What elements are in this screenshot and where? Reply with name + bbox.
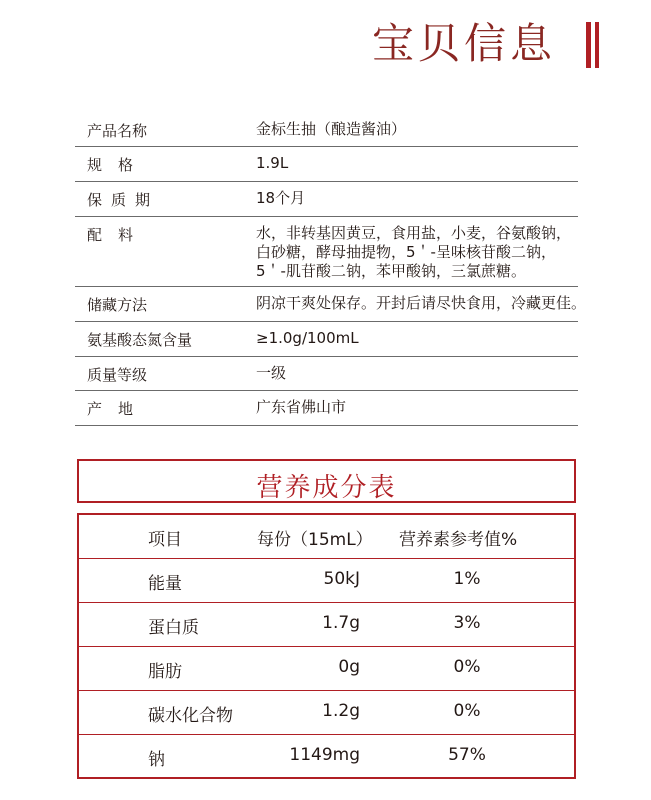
nutrient-amount: 0g xyxy=(338,657,360,677)
info-label: 产品名称 xyxy=(87,122,148,140)
nutrition-header-row xyxy=(79,515,574,559)
info-value: 广东省佛山市 xyxy=(256,398,347,416)
nutrient-name: 脂肪 xyxy=(148,662,182,682)
nutrient-nrv: 1% xyxy=(453,569,481,589)
nutrient-nrv: 0% xyxy=(453,657,481,677)
info-row-grade xyxy=(75,356,578,391)
info-value: 水，非转基因黄豆，食用盐，小麦，谷氨酸钠， 白砂糖，酵母抽提物，5＇-呈味核苷酸二钠， 5＇-肌苷酸二钠，苯甲酸钠，三氯蔗糖。 xyxy=(256,224,572,280)
info-row-amino-nitrogen xyxy=(75,321,578,357)
info-row-spec xyxy=(75,146,578,182)
nutrient-amount: 1.7g xyxy=(322,613,360,633)
nutrient-nrv: 3% xyxy=(453,613,481,633)
nutrition-row xyxy=(79,558,574,603)
nutrition-row xyxy=(79,646,574,691)
info-label: 储藏方法 xyxy=(87,296,148,314)
nutrient-nrv: 0% xyxy=(453,701,481,721)
info-label: 质量等级 xyxy=(87,366,148,384)
nutrition-row xyxy=(79,734,574,779)
info-row-ingredients xyxy=(75,216,578,287)
nutrition-row xyxy=(79,690,574,735)
info-value: 一级 xyxy=(256,364,287,382)
nutrition-row xyxy=(79,602,574,647)
nutrition-title-box xyxy=(77,459,576,503)
nutrient-name: 能量 xyxy=(148,574,182,594)
page-title: 宝贝信息 xyxy=(372,19,557,68)
info-label: 配料 xyxy=(87,226,150,244)
info-label: 保质期 xyxy=(87,191,160,209)
nutrient-name: 蛋白质 xyxy=(148,618,199,638)
info-label: 氨基酸态氮含量 xyxy=(87,331,193,349)
info-value: 18个月 xyxy=(256,189,306,207)
nutrition-table xyxy=(77,513,576,779)
info-row-shelf-life xyxy=(75,181,578,217)
info-value: ≥1.0g/100mL xyxy=(256,329,359,347)
nutrient-name: 钠 xyxy=(148,750,165,770)
nutrient-nrv: 57% xyxy=(448,745,486,765)
col-per-serving-header: 每份（15mL） xyxy=(257,530,373,550)
info-value: 阴凉干爽处保存。开封后请尽快食用，冷藏更佳。 xyxy=(256,294,587,312)
nutrient-name: 碳水化合物 xyxy=(148,706,233,726)
nutrient-amount: 1.2g xyxy=(322,701,360,721)
nutrient-amount: 1149mg xyxy=(289,745,360,765)
nutrition-title: 营养成分表 xyxy=(256,473,397,503)
info-label: 规格 xyxy=(87,156,150,174)
col-nrv-header: 营养素参考值% xyxy=(399,530,518,550)
info-value: 金标生抽（酿造酱油） xyxy=(256,120,407,138)
info-row-storage xyxy=(75,286,587,322)
col-item-header: 项目 xyxy=(148,530,182,550)
info-row-origin xyxy=(75,390,578,426)
title-accent-bar xyxy=(595,22,599,68)
title-accent-bar xyxy=(586,22,591,68)
info-label: 产地 xyxy=(87,400,150,418)
info-value: 1.9L xyxy=(256,154,289,172)
info-row-name xyxy=(75,112,578,147)
nutrient-amount: 50kJ xyxy=(323,569,360,589)
